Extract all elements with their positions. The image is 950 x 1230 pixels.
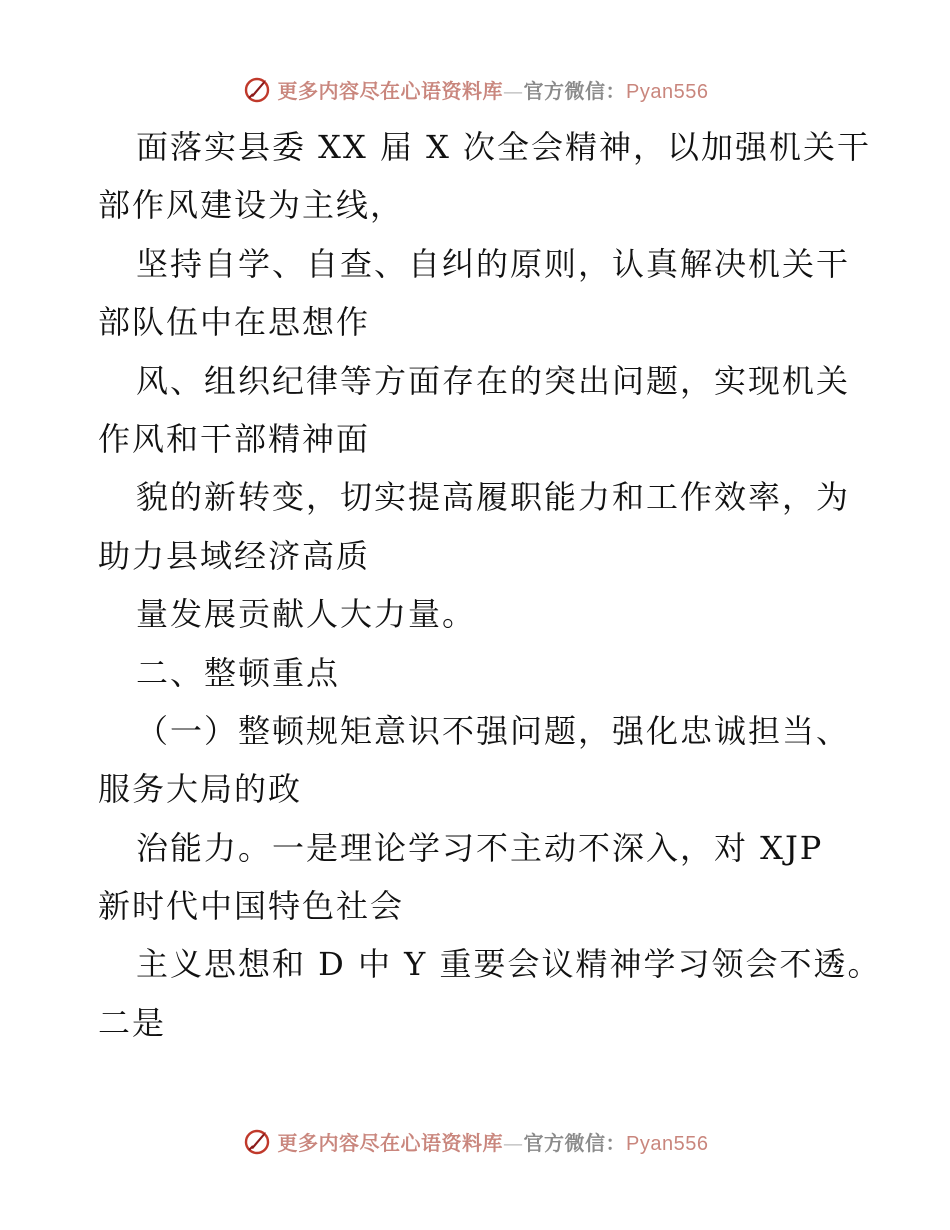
text-line-2: 部作风建设为主线， [98, 186, 405, 225]
footer-watermark [0, 1124, 950, 1158]
watermark-text [278, 1127, 709, 1156]
quill-logo-icon [242, 1126, 272, 1156]
header-watermark [0, 72, 950, 106]
section-heading: 二、整顿重点 [136, 653, 341, 692]
watermark-dash: — [503, 78, 524, 103]
text-line-16: 二是 [98, 1003, 167, 1042]
watermark-label: 官方微信： [523, 78, 627, 103]
text-line-13: 治能力。一是理论学习不主动不深入，对 XJP [136, 828, 824, 867]
text-line-5: 风、组织纪律等方面存在的突出问题，实现机关 [136, 361, 851, 400]
text-line-1: 面落实县委 XX 届 X 次全会精神，以加强机关干 [136, 128, 872, 166]
text-line-3: 坚持自学、自查、自纠的原则，认真解决机关干 [136, 244, 851, 283]
quill-logo-icon [242, 74, 272, 104]
watermark-dash: — [503, 1130, 524, 1155]
watermark-id: Pyan556 [626, 80, 709, 103]
text-line-11: （一）整顿规矩意识不强问题，强化忠诚担当、 [136, 711, 851, 750]
watermark-brand: 更多内容尽在心语资料库 [277, 78, 504, 103]
text-line-12: 服务大局的政 [98, 770, 303, 809]
text-line-15: 主义思想和 D 中 Y 重要会议精神学习领会不透。 [136, 945, 882, 984]
document-body [98, 118, 882, 1052]
watermark-label: 官方微信： [523, 1130, 627, 1155]
text-line-9: 量发展贡献人大力量。 [136, 595, 477, 634]
text-line-7: 貌的新转变，切实提高履职能力和工作效率，为 [136, 478, 851, 517]
watermark-id: Pyan556 [626, 1132, 709, 1155]
text-line-6: 作风和干部精神面 [98, 419, 371, 458]
text-line-4: 部队伍中在思想作 [98, 303, 371, 342]
watermark-brand: 更多内容尽在心语资料库 [277, 1130, 504, 1155]
watermark-text [278, 75, 709, 104]
text-line-8: 助力县域经济高质 [98, 536, 371, 575]
text-line-14: 新时代中国特色社会 [98, 887, 405, 926]
